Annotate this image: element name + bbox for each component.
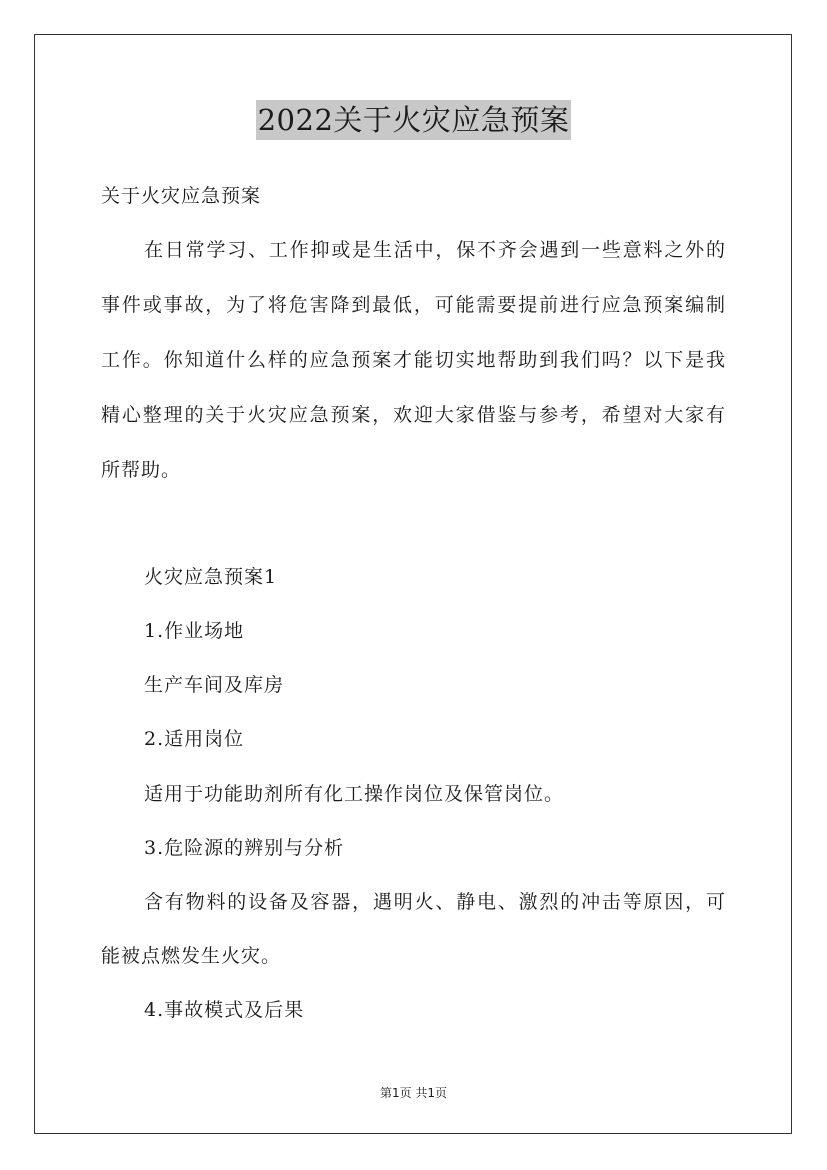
intro-line-2: 事件或事故，为了将危害降到最低，可能需要提前进行应急预案编制: [101, 294, 725, 316]
document-title: 2022关于火灾应急预案: [256, 100, 572, 140]
page-number: 第1页 共1页: [379, 1086, 448, 1100]
intro-line-3: 工作。你知道什么样的应急预案才能切实地帮助到我们吗？以下是我: [101, 349, 725, 371]
item-accident-mode: 4.事故模式及后果: [144, 999, 305, 1021]
item-applicable-posts-value: 适用于功能助剂所有化工操作岗位及保管岗位。: [144, 783, 565, 805]
item-applicable-posts: 2.适用岗位: [144, 728, 245, 750]
intro-line-5: 所帮助。: [101, 459, 182, 481]
item-work-site: 1.作业场地: [144, 620, 245, 642]
intro-line-4: 精心整理的关于火灾应急预案，欢迎大家借鉴与参考，希望对大家有: [101, 404, 725, 426]
cause-line-2: 能被点燃发生火灾。: [101, 945, 282, 967]
title-container: [0, 100, 827, 140]
cause-line-1: 含有物料的设备及容器，遇明火、静电、激烈的冲击等原因，可: [144, 891, 725, 913]
document-subtitle: 关于火灾应急预案: [101, 185, 262, 207]
section-heading: 火灾应急预案1: [144, 566, 278, 588]
item-work-site-value: 生产车间及库房: [144, 674, 285, 696]
page-footer: [0, 1084, 827, 1101]
intro-line-1: 在日常学习、工作抑或是生活中，保不齐会遇到一些意料之外的: [144, 239, 725, 261]
item-hazard-analysis: 3.危险源的辨别与分析: [144, 837, 345, 859]
